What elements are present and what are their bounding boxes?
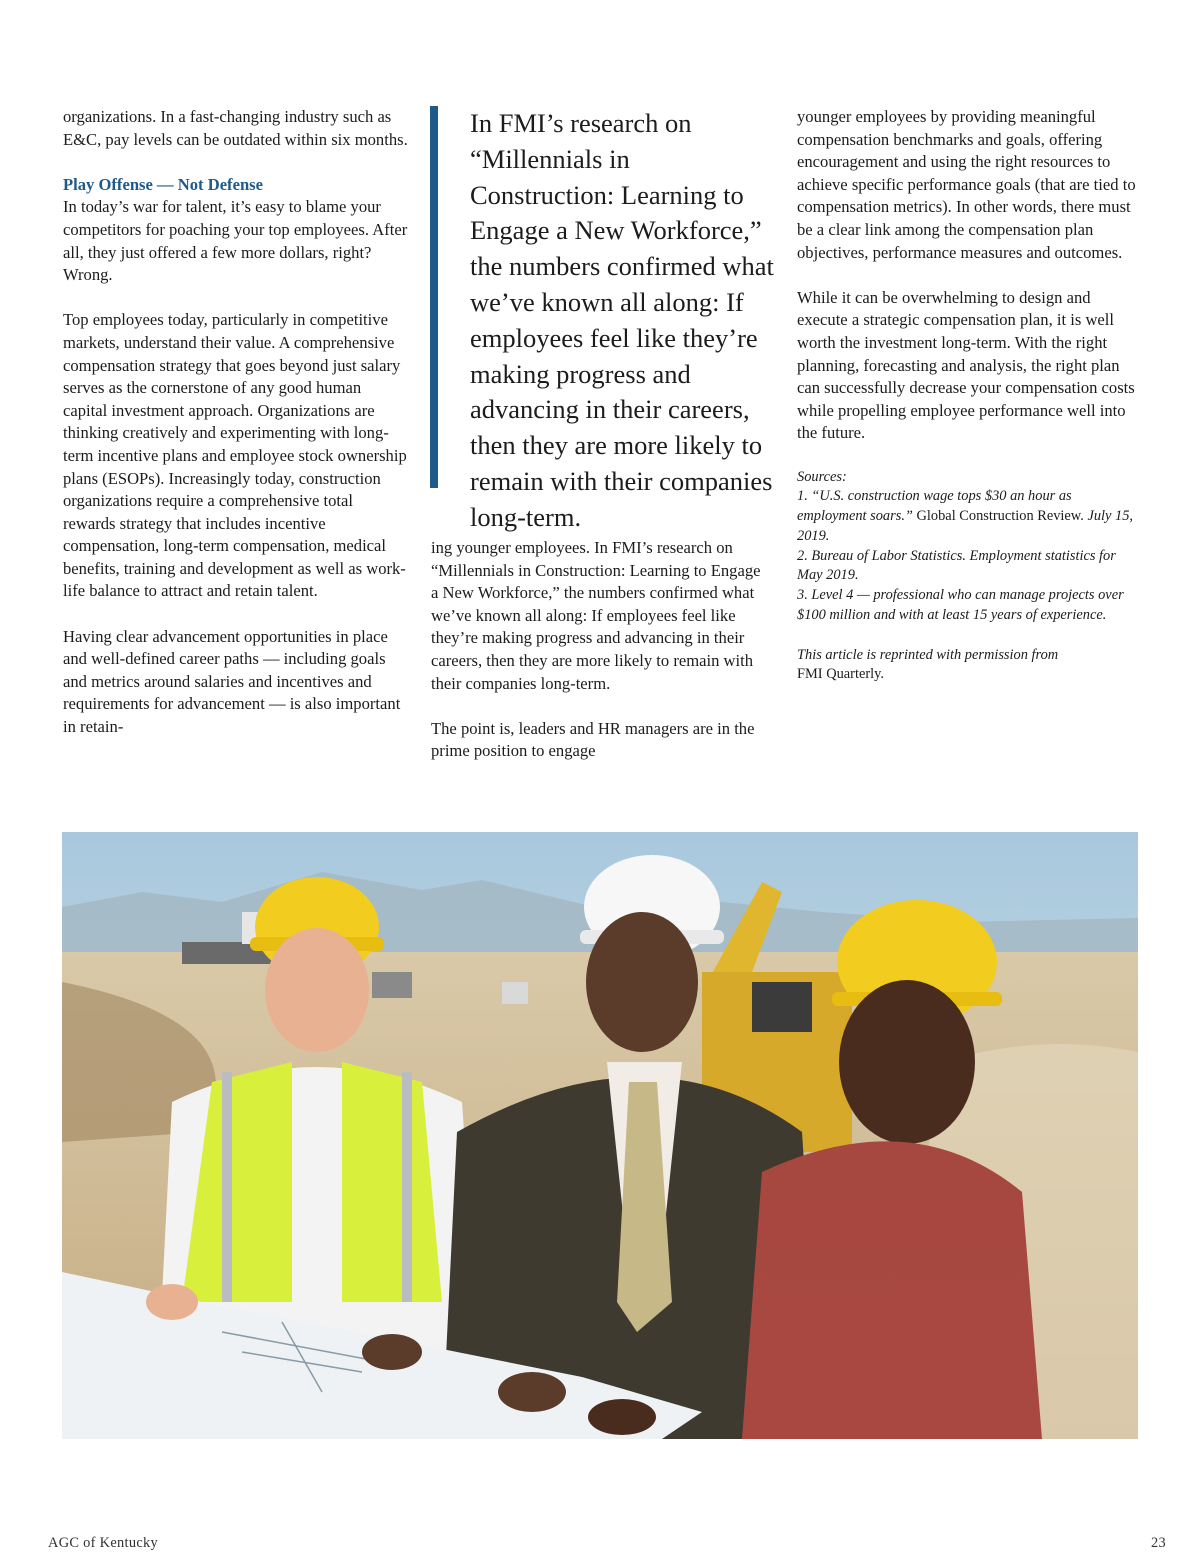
sources-list (797, 468, 1142, 686)
right-paragraph-2: While it can be overwhelming to design and execute a strategic compensation plan, it is well worth the investment long-term. With the right planning, forecasting and analysis, the right plan can successfully decrease your compensation costs while propelling employee performance well into the future. (797, 287, 1135, 443)
source-3: 3. Level 4 — professional who can manage projects over $100 million and with at least 15 years of experience. (797, 587, 1124, 624)
middle-column (431, 537, 771, 763)
source-2: 2. Bureau of Labor Statistics. Employment statistics for May 2019. (797, 547, 1116, 584)
pull-quote-bar (430, 106, 438, 488)
middle-paragraph-1: ing younger employees. In FMI’s research on “Millennials in Construction: Learning to Engage a New Workforce,” the numbers confirmed what we’ve known all along: If employees feel like they’re making progress and advancing in their careers, then they are more likely to remain with their companies long-term. (431, 538, 761, 693)
left-section (63, 174, 408, 287)
reprint-note: This article is reprinted with permission from (797, 646, 1059, 663)
construction-workers-photo (62, 832, 1138, 1439)
left-paragraph-2: In today’s war for talent, it’s easy to blame your competitors for poaching your top employees. After all, they just offered a few more dollars, right? Wrong. (63, 197, 408, 285)
left-column (63, 106, 408, 739)
left-paragraph-1: organizations. In a fast-changing industry such as E&C, pay levels can be outdated within six months. (63, 107, 408, 149)
pull-quote (430, 106, 775, 532)
pull-quote-text: In FMI’s research on “Millennials in Construction: Learning to Engage a New Workforce,” the numbers confirmed what we’ve known all along: If employees feel like they’re making progress and advancing in their careers, then they are more likely to remain with their companies long-term. (470, 108, 774, 532)
left-paragraph-4: Having clear advancement opportunities in place and well-defined career paths — including goals and metrics around salaries and incentives and requirements for advancement — is also important in retain- (63, 626, 401, 737)
source-1-title: 1. “U.S. construction wage tops $30 an hour as employment soars.” (797, 488, 1072, 525)
right-paragraph-1: younger employees by providing meaningful compensation benchmarks and goals, offering encouragement and using the right resources to achieve specific performance goals (that are tied to compensation metrics). In other words, there must be a clear link among the compensation plan objectives, performance measures and outcomes. (797, 107, 1136, 262)
footer-publication: AGC of Kentucky (48, 1535, 159, 1551)
page-number: 23 (1151, 1535, 1166, 1551)
sources-label: Sources: (797, 468, 847, 485)
reprint-source: FMI Quarterly. (797, 666, 884, 683)
source-1-date: July 15, 2019. (797, 508, 1134, 544)
source-1-publication: Global Construction Review. (912, 508, 1084, 525)
section-heading: Play Offense — Not Defense (63, 174, 264, 194)
left-paragraph-3: Top employees today, particularly in competitive markets, understand their value. A comprehensive compensation strategy that goes beyond just salary serves as the cornerstone of any good human capital investment approach. Organizations are thinking creatively and experimenting with long-term incentive plans and employee stock ownership plans (ESOPs). Increasingly today, construction organizations require a comprehensive total rewards strategy that includes incentive compensation, long-term compensation, medical benefits, training and development as well as work-life balance to attract and retain talent. (63, 310, 407, 601)
right-column (797, 106, 1142, 685)
middle-paragraph-2: The point is, leaders and HR managers are in the prime position to engage (431, 718, 755, 761)
